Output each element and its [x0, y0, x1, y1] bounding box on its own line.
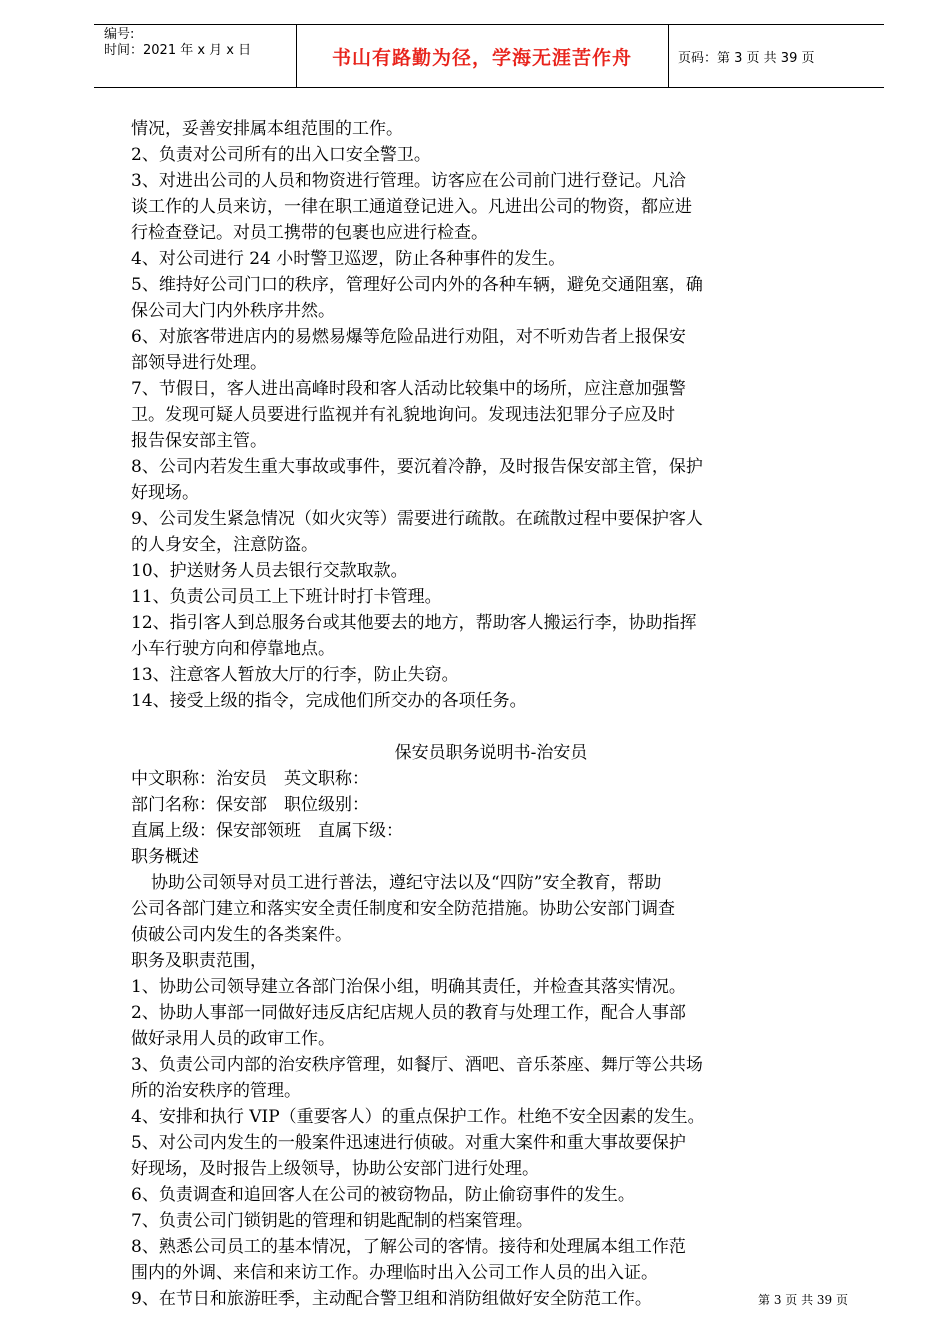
text-line: 职务概述	[131, 847, 199, 867]
text-line: 10、护送财务人员去银行交款取款。	[131, 561, 408, 581]
text-line: 12、指引客人到总服务台或其他要去的地方，帮助客人搬运行李，协助指挥	[131, 613, 697, 633]
text-line: 侦破公司内发生的各类案件。	[131, 925, 352, 945]
header-time: 时间：2021 年 x 月 x 日	[104, 43, 252, 58]
page-footer: 第 3 页 共 39 页	[758, 1293, 848, 1307]
header-number: 编号:	[104, 27, 135, 42]
text-line: 5、对公司内发生的一般案件迅速进行侦破。对重大案件和重大事故要保护	[131, 1133, 686, 1153]
text-line: 4、对公司进行 24 小时警卫巡逻，防止各种事件的发生。	[131, 249, 566, 269]
text-line: 做好录用人员的政审工作。	[131, 1029, 335, 1049]
text-line: 9、公司发生紧急情况（如火灾等）需要进行疏散。在疏散过程中要保护客人	[131, 509, 703, 529]
header-divider-right	[668, 25, 669, 87]
text-line: 部门名称：保安部 职位级别：	[131, 795, 369, 815]
text-line: 4、安排和执行 VIP（重要客人）的重点保护工作。杜绝不安全因素的发生。	[131, 1107, 705, 1127]
text-line: 11、负责公司员工上下班计时打卡管理。	[131, 587, 442, 607]
text-line: 好现场，及时报告上级领导，协助公安部门进行处理。	[131, 1159, 539, 1179]
text-line: 情况，妥善安排属本组范围的工作。	[131, 119, 403, 139]
text-line: 协助公司领导对员工进行普法，遵纪守法以及“四防”安全教育，帮助	[151, 873, 662, 893]
text-line: 围内的外调、来信和来访工作。办理临时出入公司工作人员的出入证。	[131, 1263, 658, 1283]
text-line: 2、协助人事部一同做好违反店纪店规人员的教育与处理工作，配合人事部	[131, 1003, 686, 1023]
text-line: 9、在节日和旅游旺季，主动配合警卫组和消防组做好安全防范工作。	[131, 1289, 652, 1309]
text-line: 中文职称：治安员 英文职称：	[131, 769, 369, 789]
text-line: 8、熟悉公司员工的基本情况，了解公司的客情。接待和处理属本组工作范	[131, 1237, 686, 1257]
text-line: 小车行驶方向和停靠地点。	[131, 639, 335, 659]
text-line: 3、负责公司内部的治安秩序管理，如餐厅、酒吧、音乐茶座、舞厅等公共场	[131, 1055, 703, 1075]
text-line: 公司各部门建立和落实安全责任制度和安全防范措施。协助公安部门调查	[131, 899, 675, 919]
text-line: 2、负责对公司所有的出入口安全警卫。	[131, 145, 431, 165]
blank-line	[131, 714, 851, 740]
text-line: 6、对旅客带进店内的易燃易爆等危险品进行劝阻，对不听劝告者上报保安	[131, 327, 686, 347]
text-line: 行检查登记。对员工携带的包裹也应进行检查。	[131, 223, 488, 243]
text-line: 谈工作的人员来访，一律在职工通道登记进入。凡进出公司的物资，都应进	[131, 197, 692, 217]
text-line: 所的治安秩序的管理。	[131, 1081, 301, 1101]
header-motto: 书山有路勤为径，学海无涯苦作舟	[331, 46, 632, 69]
page-header	[94, 24, 884, 88]
text-line: 7、负责公司门锁钥匙的管理和钥匙配制的档案管理。	[131, 1211, 533, 1231]
text-line: 的人身安全，注意防盗。	[131, 535, 318, 555]
text-line: 6、负责调查和追回客人在公司的被窃物品，防止偷窃事件的发生。	[131, 1185, 635, 1205]
text-line: 8、公司内若发生重大事故或事件，要沉着冷静，及时报告保安部主管，保护	[131, 457, 703, 477]
text-line: 直属上级：保安部领班 直属下级：	[131, 821, 403, 841]
text-line: 5、维持好公司门口的秩序，管理好公司内外的各种车辆，避免交通阻塞，确	[131, 275, 703, 295]
text-line: 1、协助公司领导建立各部门治保小组，明确其责任，并检查其落实情况。	[131, 977, 686, 997]
text-line: 职务及职责范围，	[131, 951, 267, 971]
header-page-number: 页码：第 3 页 共 39 页	[678, 50, 815, 66]
text-line: 7、节假日，客人进出高峰时段和客人活动比较集中的场所，应注意加强警	[131, 379, 686, 399]
header-meta	[104, 27, 251, 59]
text-line: 好现场。	[131, 483, 199, 503]
text-line: 报告保安部主管。	[131, 431, 267, 451]
text-line: 3、对进出公司的人员和物资进行管理。访客应在公司前门进行登记。凡洽	[131, 171, 686, 191]
text-line: 13、注意客人暂放大厅的行李，防止失窃。	[131, 665, 459, 685]
text-line: 保公司大门内外秩序井然。	[131, 301, 335, 321]
text-line: 部领导进行处理。	[131, 353, 267, 373]
section-title: 保安员职务说明书-治安员	[394, 743, 588, 763]
document-body	[131, 116, 851, 1312]
text-line: 卫。发现可疑人员要进行监视并有礼貌地询问。发现违法犯罪分子应及时	[131, 405, 675, 425]
text-line: 14、接受上级的指令，完成他们所交办的各项任务。	[131, 691, 527, 711]
